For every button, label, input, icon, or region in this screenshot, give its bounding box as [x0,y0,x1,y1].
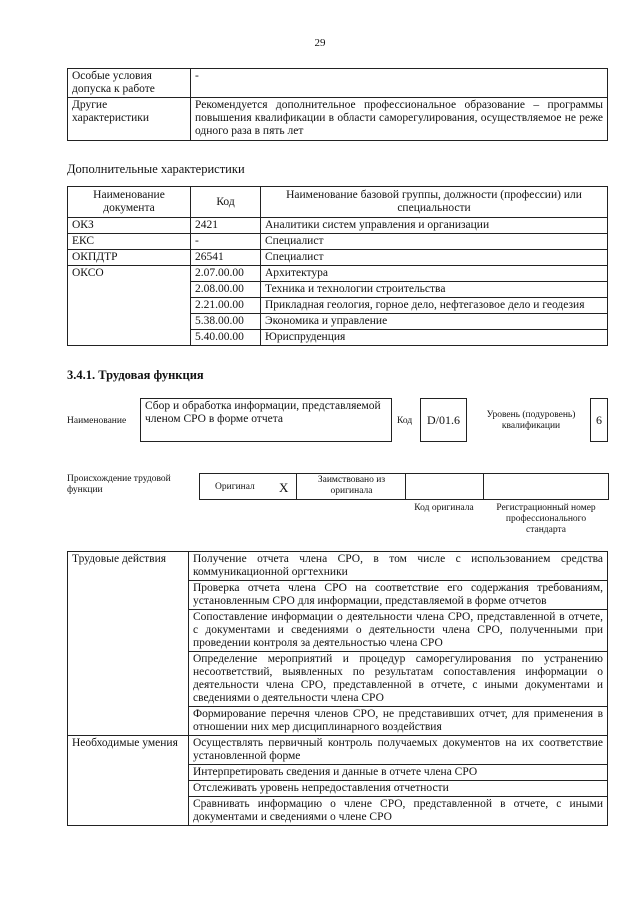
origin-row [199,473,609,500]
table-row [68,98,608,141]
row-value: - [191,69,608,98]
column-header: Наименование базовой группы, должности (профессии) или специальности [261,187,608,218]
name-cell: Архитектура [261,266,608,282]
divider [405,473,406,500]
code-label: Код [397,416,413,426]
name-cell: Экономика и управление [261,314,608,330]
code-cell: 5.38.00.00 [191,314,261,330]
skill: Интерпретировать сведения и данные в отчете члена СРО [189,765,608,781]
original-mark: X [279,480,289,495]
column-header: Код [191,187,261,218]
divider [483,473,484,500]
function-heading: 3.4.1. Трудовая функция [67,368,204,382]
table-row [68,218,608,234]
doc-cell: ОКЗ [68,218,191,234]
additional-characteristics-table [67,186,608,346]
original-label: Оригинал [215,482,255,492]
labor-action: Определение мероприятий и процедур саморегулирования по устранению несоответствий, выявленных по результатам сопоставления информации о деятельности члена СРО, представленной в отчете, с иными документами и сведениями о деятельности члена СРО [189,652,608,707]
name-cell: Специалист [261,234,608,250]
row-value: Рекомендуется дополнительное профессиональное образование – программы повышения квалификации в области саморегулирования, осуществляемое не реже одного раза в пять лет [191,98,608,141]
code-cell: 26541 [191,250,261,266]
name-cell: Техника и технологии строительства [261,282,608,298]
table-row [68,69,608,98]
skill: Осуществлять первичный контроль получаемых документов на их соответствие установленной форме [189,736,608,765]
table-row [68,234,608,250]
code-cell: 2.07.00.00 [191,266,261,282]
skill: Отслеживать уровень непредоставления отчетности [189,781,608,797]
code-cell: - [191,234,261,250]
table-header-row [68,187,608,218]
labor-action: Сопоставление информации о деятельности члена СРО, представленной в отчете, с документами и сведениями о деятельности члена СРО, полученными при проведении контроля за деятельностью члена СРО [189,610,608,652]
name-cell: Специалист [261,250,608,266]
code-cell: 2.08.00.00 [191,282,261,298]
function-name: Сбор и обработка информации, представляемой членом СРО в форме отчета [145,400,381,425]
code-cell: 2.21.00.00 [191,298,261,314]
labor-actions-label: Трудовые действия [68,552,189,736]
function-code-box [420,398,467,442]
conditions-table [67,68,608,141]
labor-action: Получение отчета члена СРО, в том числе с использованием средства коммуникационной оргтехники [189,552,608,581]
table-row [68,552,608,581]
column-header: Наименование документа [68,187,191,218]
code-cell: 2421 [191,218,261,234]
page-number: 29 [314,37,326,49]
table-row [68,250,608,266]
function-name-box [140,398,392,442]
labor-actions-table [67,551,608,826]
divider [296,473,297,500]
labor-action: Проверка отчета члена СРО на соответствие его содержания требованиям, установленным СРО для информации, представляемой в форме отчетов [189,581,608,610]
name-cell: Прикладная геология, горное дело, нефтегазовое дело и геодезия [261,298,608,314]
doc-cell: ОКПДТР [68,250,191,266]
name-cell: Аналитики систем управления и организации [261,218,608,234]
doc-cell: ЕКС [68,234,191,250]
doc-cell: ОКСО [68,266,191,346]
function-code: D/01.6 [427,412,460,427]
name-label: Наименование [67,416,127,426]
table-row [68,266,608,282]
code-cell: 5.40.00.00 [191,330,261,346]
table-row [68,736,608,765]
row-label: Особые условия допуска к работе [68,69,191,98]
section-title: Дополнительные характеристики [67,162,245,176]
level-value: 6 [596,412,602,427]
skill: Сравнивать информацию о члене СРО, представленной в отчете, с иными документами и сведениями о члене СРО [189,797,608,826]
level-label: Уровень (подуровень) квалификации [486,410,576,431]
code-original-label: Код оригинала [414,503,474,513]
borrowed-label: Заимствовано из оригинала [317,475,386,496]
level-box [590,398,608,442]
name-cell: Юриспруденция [261,330,608,346]
row-label: Другие характеристики [68,98,191,141]
origin-label: Происхождение трудовой функции [67,474,171,495]
reg-number-label: Регистрационный номер профессионального стандарта [496,503,596,535]
skills-label: Необходимые умения [68,736,189,826]
labor-action: Формирование перечня членов СРО, не представивших отчет, для применения в отношении них мер дисциплинарного воздействия [189,707,608,736]
